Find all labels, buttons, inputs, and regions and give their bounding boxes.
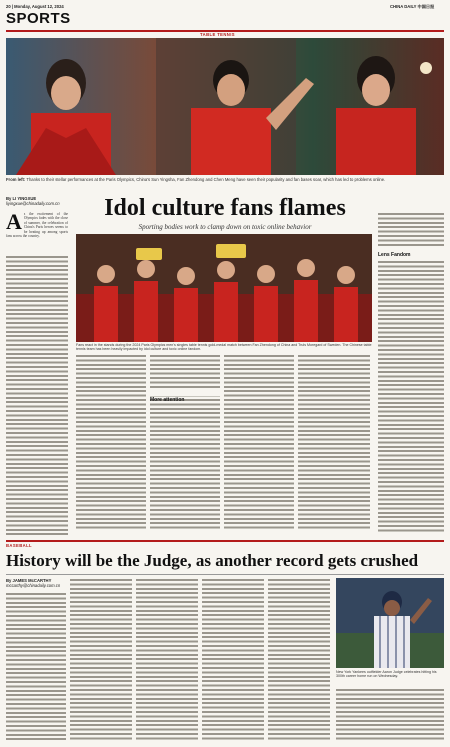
baseball-column-4: [202, 578, 264, 742]
baseball-byline-email: mccarthy@chinadaily.com.cn: [6, 583, 61, 588]
feature-headline: Idol culture fans flames: [104, 195, 346, 221]
baseball-column-1: [6, 592, 66, 742]
hero-caption: From left: Thanks to their stellar performances at the Paris Olympics, China's Sun Yingsha, Fan Zhendong and Chen Meng have seen their popularity and fan bases soar, which has led to problems online.: [6, 177, 386, 182]
baseball-headline: History will be the Judge, as another record gets crushed: [6, 551, 419, 570]
fans-photo-art: [76, 234, 372, 342]
feature-column-6: [378, 260, 444, 534]
fans-photo-caption: Fans react in the stands during the 2024 Paris Olympics men's singles table tennis gold-medal match between Fan Zhendong of China and Truls Moregard of Sweden. The Chinese table tennis team has been heavily impacted by idol culture and toxic online fandom.: [76, 343, 372, 352]
baseball-divider: [6, 540, 444, 542]
judge-photo: [336, 578, 444, 668]
fans-photo: [76, 234, 372, 342]
more-attention-heading-box: [150, 388, 220, 403]
feature-column-5: [298, 354, 370, 530]
baseball-column-6: [336, 688, 444, 742]
baseball-byline: By JAMES McCARTHY: [6, 578, 52, 583]
baseball-section-tag: BASEBALL: [6, 543, 32, 548]
section-title: SPORTS: [6, 10, 71, 27]
hero-photo: [6, 38, 444, 175]
column-1-text-lines: [6, 255, 68, 535]
page-number: 20 | Monday, August 12, 2024: [6, 4, 64, 9]
feature-lede: [6, 209, 68, 239]
feature-column-6-top: [378, 212, 444, 248]
judge-photo-caption: New York Yankees outfielder Aaron Judge celebrates hitting his 300th career home run on Wednesday.: [336, 670, 437, 679]
lede-text: s the excitement of the Olympics fades with the close of summer, the celebration of China's Paris heroes seems to be heating up among sports fans across the country.: [6, 212, 68, 239]
baseball-column-5: [268, 578, 330, 742]
feature-column-2: [76, 354, 146, 530]
sidebar-heading: Lens Fandom: [378, 252, 411, 258]
feature-byline: By LI YINGXUE: [6, 196, 37, 201]
baseball-column-3: [136, 578, 198, 742]
feature-column-4: [224, 354, 294, 530]
feature-byline-email: liyingxue@chinadaily.com.cn: [6, 201, 60, 206]
baseball-rule: [6, 574, 444, 575]
more-attention-heading: More attention: [150, 397, 185, 403]
publication-name: CHINA DAILY 中国日报: [390, 4, 435, 9]
baseball-column-2: [70, 578, 132, 742]
feature-column-1: [6, 255, 68, 535]
feature-column-3: [150, 354, 220, 530]
hero-photo-art: [6, 38, 444, 175]
judge-photo-art: [336, 578, 444, 668]
drop-cap: A: [6, 209, 22, 234]
feature-subhead: Sporting bodies work to clamp down on toxic online behavior: [138, 223, 312, 231]
section-tag: TABLE TENNIS: [200, 32, 235, 37]
